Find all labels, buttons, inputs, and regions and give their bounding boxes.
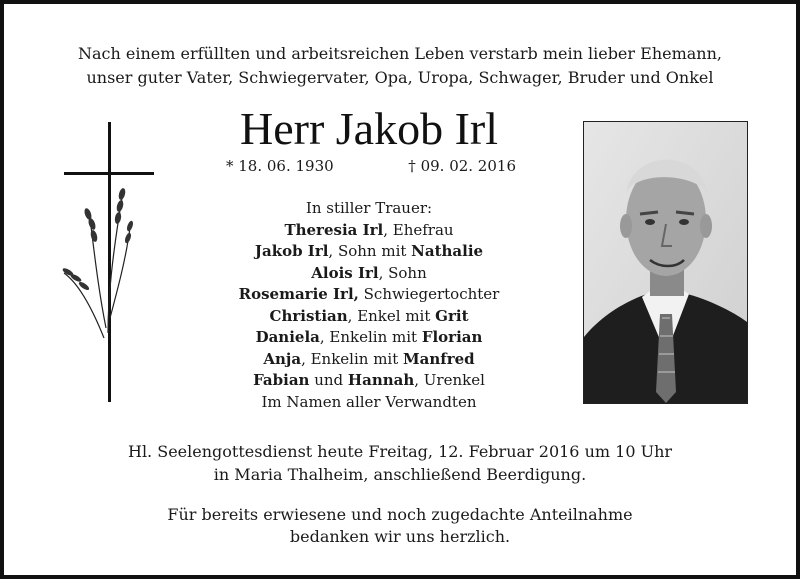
mourners-list bbox=[204, 198, 534, 413]
mourner-relation: Schwiegertochter bbox=[358, 285, 500, 303]
mourner-name: Nathalie bbox=[411, 242, 484, 260]
mourner-name: Anja bbox=[263, 349, 302, 368]
mourner-lines bbox=[204, 220, 534, 392]
mourner-line bbox=[204, 220, 534, 242]
mourner-line bbox=[204, 306, 534, 328]
intro-line-2: unser guter Vater, Schwiegervater, Opa, Uropa, Schwager, Bruder und Onkel bbox=[86, 68, 714, 87]
thanks-line-2: bedanken wir uns herzlich. bbox=[289, 527, 511, 546]
service-line-2: in Maria Thalheim, anschließend Beerdigung. bbox=[213, 465, 587, 484]
mourner-name: Daniela bbox=[255, 328, 320, 346]
mourner-name: Alois Irl bbox=[311, 263, 379, 282]
mourner-line bbox=[204, 263, 534, 285]
mourner-name: Jakob Irl bbox=[254, 242, 329, 260]
thanks-line-1: Für bereits erwiesene und noch zugedachte Anteilnahme bbox=[167, 505, 633, 524]
mourner-line bbox=[204, 284, 534, 306]
mourner-name: Florian bbox=[421, 328, 483, 346]
mourners-closing: Im Namen aller Verwandten bbox=[261, 392, 477, 411]
service-line-1: Hl. Seelengottesdienst heute Freitag, 12. Februar 2016 um 10 Uhr bbox=[127, 442, 673, 461]
mourner-name: Manfred bbox=[403, 349, 475, 368]
mourner-relation: , Sohn bbox=[378, 263, 427, 282]
mourner-name: Hannah bbox=[347, 371, 415, 389]
mourner-line bbox=[204, 241, 534, 263]
death-date: † 09. 02. 2016 bbox=[408, 157, 516, 175]
thanks-text bbox=[4, 504, 796, 548]
service-announcement bbox=[4, 440, 796, 486]
deceased-name: Herr Jakob Irl bbox=[239, 103, 498, 154]
mourner-relation: , Enkel mit bbox=[347, 306, 436, 325]
mourner-relation: , Enkelin mit bbox=[301, 349, 404, 368]
intro-text bbox=[4, 42, 796, 90]
mourner-relation: und bbox=[309, 371, 348, 389]
intro-line-1: Nach einem erfüllten und arbeitsreichen Leben verstarb mein lieber Ehemann, bbox=[78, 44, 722, 63]
mourner-line bbox=[204, 370, 534, 392]
mourner-name: Fabian bbox=[253, 371, 310, 389]
mourner-name: Rosemarie Irl, bbox=[238, 285, 359, 303]
mourners-heading: In stiller Trauer: bbox=[305, 199, 433, 217]
mourner-line bbox=[204, 349, 534, 371]
portrait-photo bbox=[583, 121, 748, 404]
birth-date: * 18. 06. 1930 bbox=[226, 157, 334, 175]
mourner-relation: , Urenkel bbox=[414, 371, 485, 389]
mourner-line bbox=[204, 327, 534, 349]
mourner-name: Theresia Irl bbox=[284, 220, 384, 239]
mourner-relation: , Enkelin mit bbox=[319, 328, 422, 346]
mourner-relation: , Ehefrau bbox=[383, 220, 454, 239]
mourner-relation: , Sohn mit bbox=[328, 242, 412, 260]
cross-with-wheat-icon bbox=[56, 118, 166, 406]
mourner-name: Grit bbox=[435, 306, 469, 325]
mourner-name: Christian bbox=[269, 306, 348, 325]
